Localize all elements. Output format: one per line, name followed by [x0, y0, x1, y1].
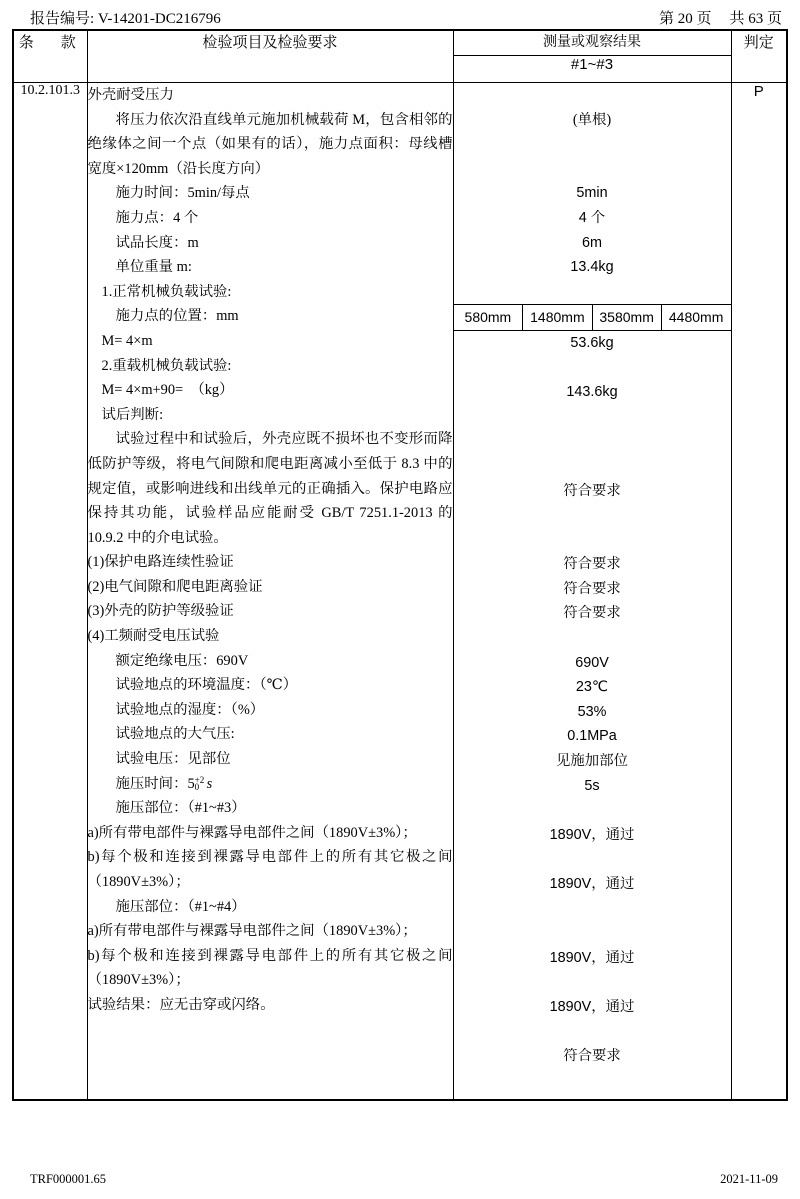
item-after-test-criteria: 试验过程中和试验后，外壳应既不损坏也不变形而降低防护等级，将电气间隙和爬电距离减小至低于 8.3 中的规定值，或影响进线和出线单元的正确插入。保护电路应保持其功能，试验样品应能耐受 GB/T 7251.1-2013 的 10.9.2 中的介电试验。 [87, 431, 453, 546]
page-total: 共 63 页 [729, 10, 782, 27]
item-dielectric-a-1: a)所有带电部件与裸露导电部件之间（1890V±3%）； [87, 824, 417, 841]
column-header-item: 检验项目及检验要求 [87, 30, 453, 83]
table-row [13, 83, 787, 1101]
result-heavy-load: 143.6kg [566, 384, 618, 401]
item-pressure-time [88, 772, 453, 797]
report-number-group [30, 7, 221, 28]
result-spacer-15 [454, 921, 731, 946]
item-humidity: 试验地点的湿度：（%） [115, 701, 265, 718]
pressure-time-tolerance [194, 773, 207, 793]
form-code: TRF000001.65 [30, 1172, 107, 1186]
result-spacer-10 [454, 528, 731, 553]
result-test-voltage: 见施加部位 [556, 753, 628, 770]
result-single-unit: (单根) [572, 111, 612, 128]
item-title: 外壳耐受压力 [87, 87, 174, 103]
item-heavy-load-formula: M= 4×m+90= （kg） [101, 382, 234, 399]
item-after-test-heading: 试后判断: [101, 406, 164, 423]
item-sample-length: 试品长度：m [115, 234, 199, 251]
result-protective-circuit: 符合要求 [563, 556, 621, 573]
result-spacer-1 [454, 83, 731, 108]
item-normal-load-formula: M= 4×m [101, 332, 153, 349]
result-spacer-13 [454, 847, 731, 872]
result-after-test-judgement: 符合要求 [563, 482, 621, 499]
page-number-group [659, 7, 782, 28]
result-unit-weight: 13.4kg [570, 259, 614, 276]
result-ambient-temperature: 23℃ [575, 679, 609, 696]
table-body [13, 83, 787, 1101]
result-normal-load: 53.6kg [570, 334, 614, 351]
force-position-1: 580mm [454, 305, 523, 331]
pressure-time-base: 5 [187, 775, 195, 792]
result-clearance-creepage: 符合要求 [563, 580, 621, 597]
result-sample-length: 6m [582, 234, 602, 251]
result-humidity: 53% [577, 703, 607, 720]
result-spacer-9 [454, 503, 731, 528]
result-spacer-2 [454, 132, 731, 157]
cell-measurement-results [453, 83, 731, 1101]
result-force-time: 5min [576, 185, 608, 202]
result-rated-insulation-voltage: 690V [575, 654, 609, 671]
result-dielectric-a-1: 1890V，通过 [549, 826, 635, 843]
table-header [13, 30, 787, 83]
result-spacer-5 [454, 356, 731, 381]
result-stack [454, 83, 731, 1099]
item-test-voltage: 试验电压：见部位 [115, 751, 231, 768]
item-test-result: 试验结果：应无击穿或闪络。 [87, 996, 275, 1013]
item-check-2: (2)电气间隙和爬电距离验证 [87, 578, 263, 595]
document-date: 2021-11-09 [720, 1172, 778, 1186]
cell-clause: 10.2.101.3 [13, 83, 87, 1101]
page-current: 第 20 页 [658, 10, 712, 27]
result-spacer-12 [454, 798, 731, 823]
item-force-time: 施力时间：5min/每点 [115, 185, 250, 202]
result-dielectric-b-1: 1890V，通过 [549, 876, 635, 892]
inspection-table [12, 29, 788, 1101]
cell-inspection-item [87, 83, 453, 1101]
item-ambient-temperature: 试验地点的环境温度：（℃） [115, 677, 298, 694]
item-normal-load-heading: 1.正常机械负载试验: [101, 283, 232, 300]
result-pressure-time: 5s [584, 777, 600, 794]
result-dielectric-b-2: 1890V，通过 [549, 998, 635, 1015]
item-pressure-position-2: 施压部位：（#1~#4） [115, 898, 246, 915]
item-dielectric-b-2: b)每个极和连接到裸露导电部件上的所有其它极之间（1890V±3%）； [87, 947, 453, 989]
cell-verdict: P [731, 83, 787, 1101]
result-ip-rating: 符合要求 [563, 605, 621, 622]
force-position-2: 1480mm [523, 305, 592, 331]
result-dielectric-a-2: 1890V，通过 [549, 949, 635, 966]
column-header-clause: 条 款 [13, 30, 87, 83]
result-spacer-6 [454, 405, 731, 430]
report-number-value: V-14201-DC216796 [97, 10, 221, 27]
item-atmospheric-pressure: 试验地点的大气压: [115, 726, 235, 743]
pressure-time-label: 施压时间： [115, 775, 188, 792]
item-force-points: 施力点：4 个 [115, 209, 199, 226]
result-spacer-16 [454, 970, 731, 995]
result-spacer-4 [454, 280, 731, 305]
pressure-time-sup: +2 [194, 774, 205, 785]
pressure-time-sub: 0 [194, 782, 200, 793]
document-header [30, 6, 782, 28]
table-header-row-1 [13, 30, 787, 56]
result-test-result: 符合要求 [563, 1048, 621, 1065]
item-description: 将压力依次沿直线单元施加机械载荷 M，包含相邻的绝缘体之间一个点（如果有的话），施力点面积：母线槽宽度×120mm（沿长度方向） [87, 111, 453, 177]
item-unit-weight: 单位重量 m: [115, 259, 192, 276]
document-footer [30, 1172, 778, 1187]
force-position-table [454, 304, 731, 331]
item-check-4: (4)工频耐受电压试验 [87, 628, 220, 645]
force-position-4: 4480mm [661, 305, 730, 331]
item-check-1: (1)保护电路连续性验证 [87, 554, 234, 571]
result-spacer-7 [454, 429, 731, 454]
item-pressure-position-1: 施压部位：（#1~#3） [115, 800, 246, 817]
item-dielectric-a-2: a)所有带电部件与裸露导电部件之间（1890V±3%）； [87, 923, 417, 940]
item-rated-insulation-voltage: 额定绝缘电压：690V [115, 652, 249, 669]
result-spacer-14 [454, 897, 731, 922]
item-heavy-load-heading: 2.重载机械负载试验: [101, 357, 232, 374]
item-check-3: (3)外壳的防护等级验证 [87, 603, 234, 620]
result-spacer-17 [454, 1020, 731, 1045]
report-number-label: 报告编号: [30, 10, 95, 27]
force-position-3: 3580mm [592, 305, 661, 331]
item-dielectric-b-1: b)每个极和连接到裸露导电部件上的所有其它极之间（1890V±3%）； [87, 849, 453, 890]
item-force-position: 施力点的位置：mm [115, 308, 239, 325]
result-force-points: 4 个 [578, 209, 606, 226]
pressure-time-unit: s [206, 775, 213, 792]
result-spacer-3 [454, 157, 731, 182]
column-header-verdict: 判定 [731, 30, 787, 83]
force-position-row [454, 305, 731, 331]
column-header-result: 测量或观察结果 [453, 30, 731, 56]
result-atmospheric-pressure: 0.1MPa [567, 728, 617, 745]
result-spacer-11 [454, 626, 731, 651]
column-header-result-sub: #1~#3 [453, 56, 731, 83]
result-spacer-8 [454, 454, 731, 479]
